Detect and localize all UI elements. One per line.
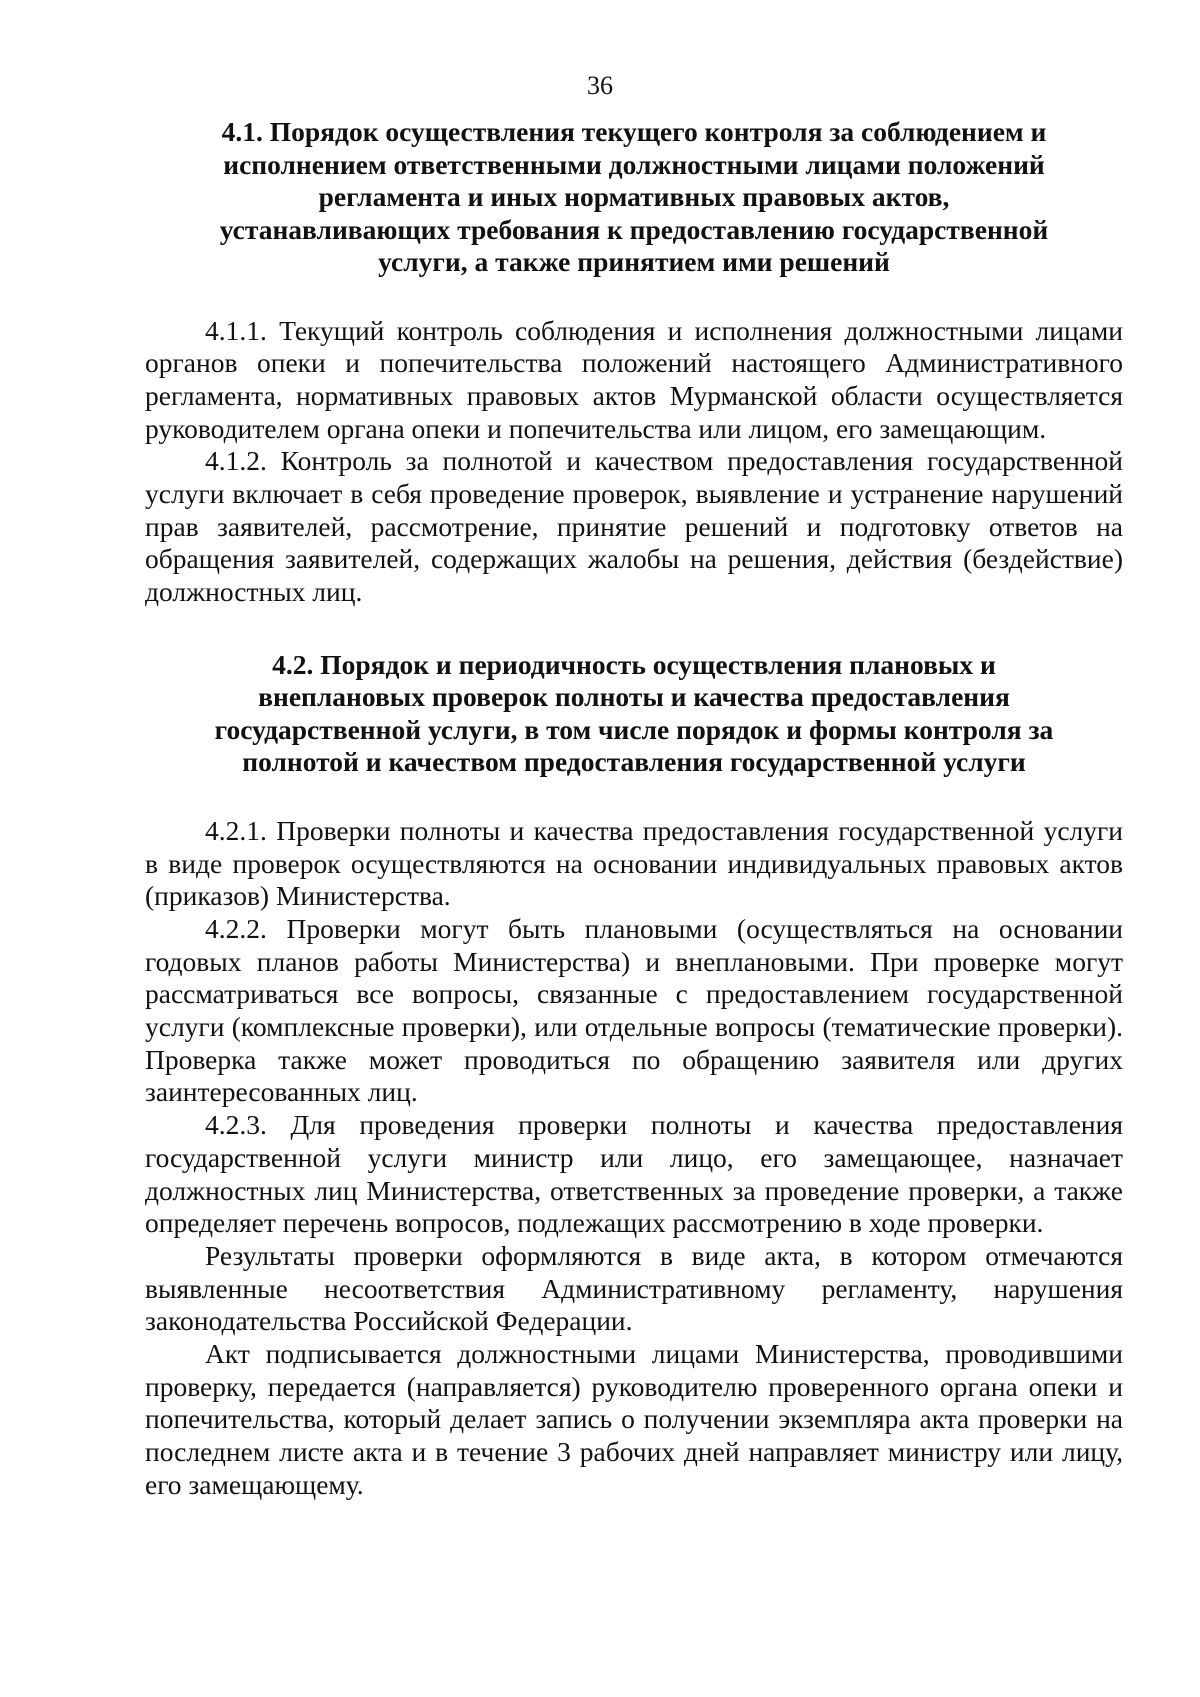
paragraph-act: Акт подписывается должностными лицами Министерства, проводившими проверку, передается (направляется) руководителю проверенного органа опеки и попечительства, который делает запись о получении экземпляра акта проверки на последнем листе акта и в течение 3 рабочих дней направляет министру или лицу, его замещающему. (145, 1338, 1123, 1500)
heading-line: 4.2. Порядок и периодичность осуществления плановых и (272, 648, 996, 680)
spacer (145, 609, 1123, 649)
heading-line: внеплановых проверок полноты и качества предоставления (258, 681, 1010, 713)
paragraph-4-2-3: 4.2.3. Для проведения проверки полноты и качества предоставления государственной услуги министр или лицо, его замещающее, назначает должностных лиц Министерства, ответственных за проведение проверки, а также определяет перечень вопросов, подлежащих рассмотрению в ходе проверки. (145, 1109, 1123, 1239)
heading-line: устанавливающих требования к предоставлению государственной (219, 213, 1049, 245)
section-4-1 (145, 116, 1123, 609)
paragraph-4-2-1: 4.2.1. Проверки полноты и качества предоставления государственной услуги в виде проверок осуществляются на основании индивидуальных правовых актов (приказов) Министерства. (145, 814, 1123, 912)
section-heading (145, 116, 1123, 279)
heading-line: услуги, а также принятием ими решений (378, 246, 890, 277)
heading-line: государственной услуги, в том числе порядок и формы контроля за (214, 713, 1054, 745)
document-body (145, 116, 1123, 1502)
heading-line: исполнением ответственными должностными лицами положений (223, 148, 1045, 180)
paragraph-4-1-2: 4.1.2. Контроль за полнотой и качеством предоставления государственной услуги включает в себя проведение проверок, выявление и устранение нарушений прав заявителей, рассмотрение, принятие решений и подготовку ответов на обращения заявителей, содержащих жалобы на решения, действия (бездействие) должностных лиц. (145, 445, 1123, 608)
spacer (145, 279, 1123, 315)
heading-line: регламента и иных нормативных правовых актов, (318, 181, 950, 212)
heading-line: 4.1. Порядок осуществления текущего контроля за соблюдением и (221, 116, 1047, 147)
paragraph-4-2-2: 4.2.2. Проверки могут быть плановыми (осуществляться на основании годовых планов работы Министерства) и внеплановыми. При проверке могут рассматриваться все вопросы, связанные с предоставлением государственной услуги (комплексные проверки), или отдельные вопросы (тематические проверки). Проверка также может проводиться по обращению заявителя или других заинтересованных лиц. (145, 912, 1123, 1108)
paragraph-results: Результаты проверки оформляются в виде акта, в котором отмечаются выявленные несоответствия Административному регламенту, нарушения законодательства Российской Федерации. (145, 1239, 1123, 1337)
page-number: 36 (587, 71, 613, 100)
section-heading (145, 649, 1123, 779)
paragraph-4-1-1: 4.1.1. Текущий контроль соблюдения и исполнения должностными лицами органов опеки и попечительства положений настоящего Административного регламента, нормативных правовых актов Мурманской области осуществляется руководителем органа опеки и попечительства или лицом, его замещающим. (145, 314, 1123, 444)
section-4-2 (145, 649, 1123, 1502)
spacer (145, 779, 1123, 815)
heading-line: полнотой и качеством предоставления государственной услуги (242, 746, 1026, 778)
